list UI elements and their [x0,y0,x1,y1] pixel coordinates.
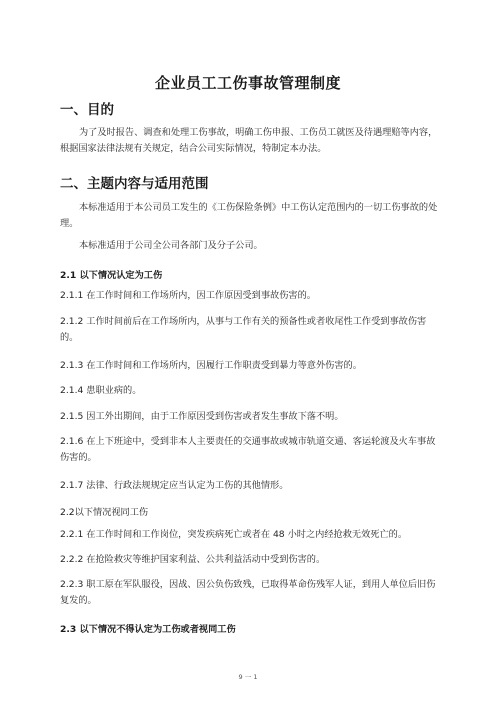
section2-heading: 二、主题内容与适用范围 [60,176,209,192]
page-number-footer: 9 一 1 [238,673,258,681]
section1-text: 为了及时报告、调查和处理工伤事故，明确工伤申报、工伤员工就医及待遇理赔等内容，根据国家法律法规有关规定，结合公司实际情况，特制定本办法。 [60,127,438,154]
list-item-2-1-5: 2.1.5 因工外出期间，由于工作原因受到伤害或者发生事故下落不明。 [60,411,344,422]
list-item-2-1-6: 2.1.6 在上下班途中，受到非本人主要责任的交通事故或城市轨道交通、客运轮渡及火车事故伤害的。 [60,436,436,463]
list-item-2-2-3: 2.2.3 职工原在军队服役，因战、因公负伤致残，已取得革命伤残军人证，到用人单位后旧伤复发的。 [60,579,436,606]
section2-paragraph-1: 本标准适用于本公司员工发生的《工伤保险条例》中工伤认定范围内的一切工伤事故的处理。 [60,202,438,229]
document-title: 企业员工工伤事故管理制度 [154,74,341,92]
list-item-2-1-1: 2.1.1 在工作时间和工作场所内，因工作原因受到事故伤害的。 [60,290,316,301]
list-item-2-1-3: 2.1.3 在工作时间和工作场所内，因履行工作职责受到暴力等意外伤害的。 [60,360,362,371]
section2-paragraph-2: 本标准适用于公司全公司各部门及分子公司。 [79,240,263,251]
list-item-2-1-7: 2.1.7 法律、行政法规规定应当认定为工伤的其他情形。 [60,480,289,491]
list-item-2-1-4: 2.1.4 患职业病的。 [60,385,142,396]
list-item-2-2-1: 2.2.1 在工作时间和工作岗位，突发疾病死亡或者在 48 小时之内经抢救无效死亡的。 [60,529,408,540]
subsection-heading-2-2: 2.2以下情况视同工伤 [60,507,149,518]
subsection-heading-2-3: 2.3 以下情况不得认定为工伤或者视同工伤 [60,624,236,635]
list-item-2-2-2: 2.2.2 在抢险救灾等维护国家利益、公共利益活动中受到伤害的。 [60,554,326,565]
section1-heading: 一、目的 [60,102,114,118]
subsection-heading-2-1: 2.1 以下情况认定为工伤 [60,270,163,281]
list-item-2-1-2: 2.1.2 工作时间前后在工作场所内，从事与工作有关的预备性或者收尾性工作受到事故伤害的。 [60,316,427,343]
